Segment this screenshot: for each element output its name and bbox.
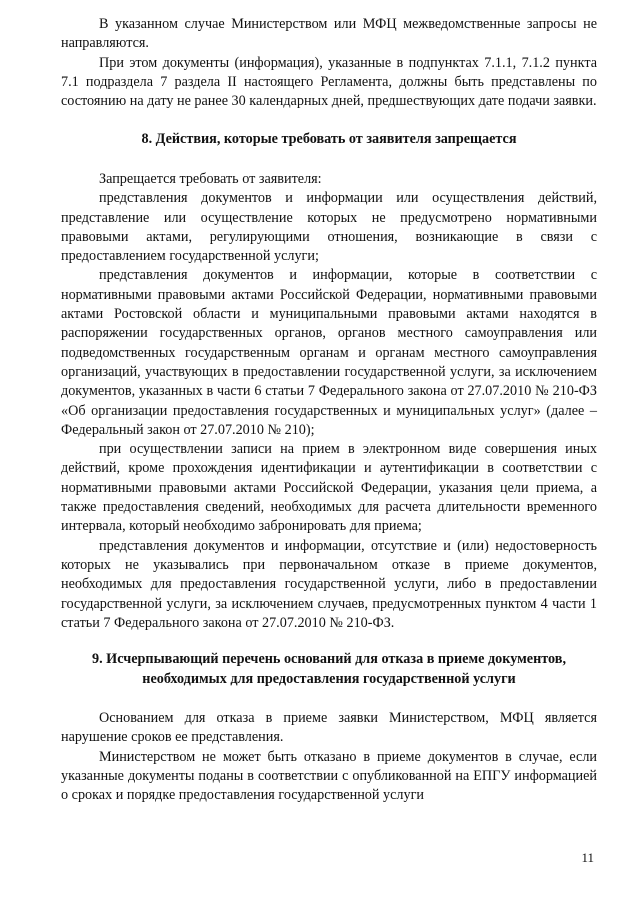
spacer <box>61 633 597 650</box>
spacer <box>61 150 597 170</box>
section-9-paragraph: Основанием для отказа в приеме заявки Министерством, МФЦ является нарушение сроков ее представления. <box>61 710 597 746</box>
paragraph-no-requests: В указанном случае Министерством или МФЦ межведомственные запросы не направляются. <box>61 16 597 52</box>
spacer <box>61 111 597 130</box>
section-9-paragraph: Министерством не может быть отказано в приеме документов в случае, если указанные документы поданы в соответствии с опубликованной на ЕПГУ информацией о сроках и порядке предоставления государственной услуги <box>61 748 597 804</box>
paragraph-documents-validity: При этом документы (информация), указанные в подпунктах 7.1.1, 7.1.2 пункта 7.1 подраздела 7 раздела II настоящего Регламента, должны быть представлены по состоянию на дату не ранее 30 календарных дней, предшествующих дате подачи заявки. <box>61 54 597 110</box>
section-8-item: представления документов и информации или осуществления действий, представление или осуществление которых не предусмотрено нормативными правовыми актами, регулирующими отношения, возникающие в связи с предоставлением государственной услуги; <box>61 190 597 265</box>
spacer <box>61 689 597 709</box>
section-9-heading-line-1: 9. Исчерпывающий перечень оснований для отказа в приеме документов, <box>91 651 566 668</box>
section-8-item: представления документов и информации, которые в соответствии с нормативными правовыми актами Российской Федерации, нормативными правовыми актами Ростовской области и муниципальными правовыми актами находятся в распоряжении государственных органов, органов местного самоуправления или подведомственных государственным органам и органам местного самоуправления организаций, участвующих в предоставлении государственной услуги, за исключением документов, указанных в части 6 статьи 7 Федерального закона от 27.07.2010 № 210-ФЗ «Об организации предоставления государственных и муниципальных услуг» (далее – Федеральный закон от 27.07.2010 № 210); <box>61 267 597 438</box>
section-8-item: при осуществлении записи на прием в электронном виде совершения иных действий, кроме прохождения идентификации и аутентификации в соответствии с нормативными правовыми актами Российской Федерации, указания цели приема, а также предоставления сведений, необходимых для расчета длительности временного интервала, который необходимо забронировать для приема; <box>61 441 597 535</box>
section-8-item: представления документов и информации, отсутствие и (или) недостоверность которых не указывались при первоначальном отказе в приеме документов, необходимых для предоставления государственной услуги, либо в предоставлении государственной услуги, за исключением случаев, предусмотренных пунктом 4 части 1 статьи 7 Федерального закона от 27.07.2010 № 210-ФЗ. <box>61 537 597 631</box>
section-8-heading: 8. Действия, которые требовать от заявителя запрещается <box>141 131 517 148</box>
section-9-heading <box>61 650 597 689</box>
page-number: 11 <box>581 850 594 865</box>
section-8-intro: Запрещается требовать от заявителя: <box>99 170 322 187</box>
section-9-heading-line-2: необходимых для предоставления государственной услуги <box>142 670 516 687</box>
